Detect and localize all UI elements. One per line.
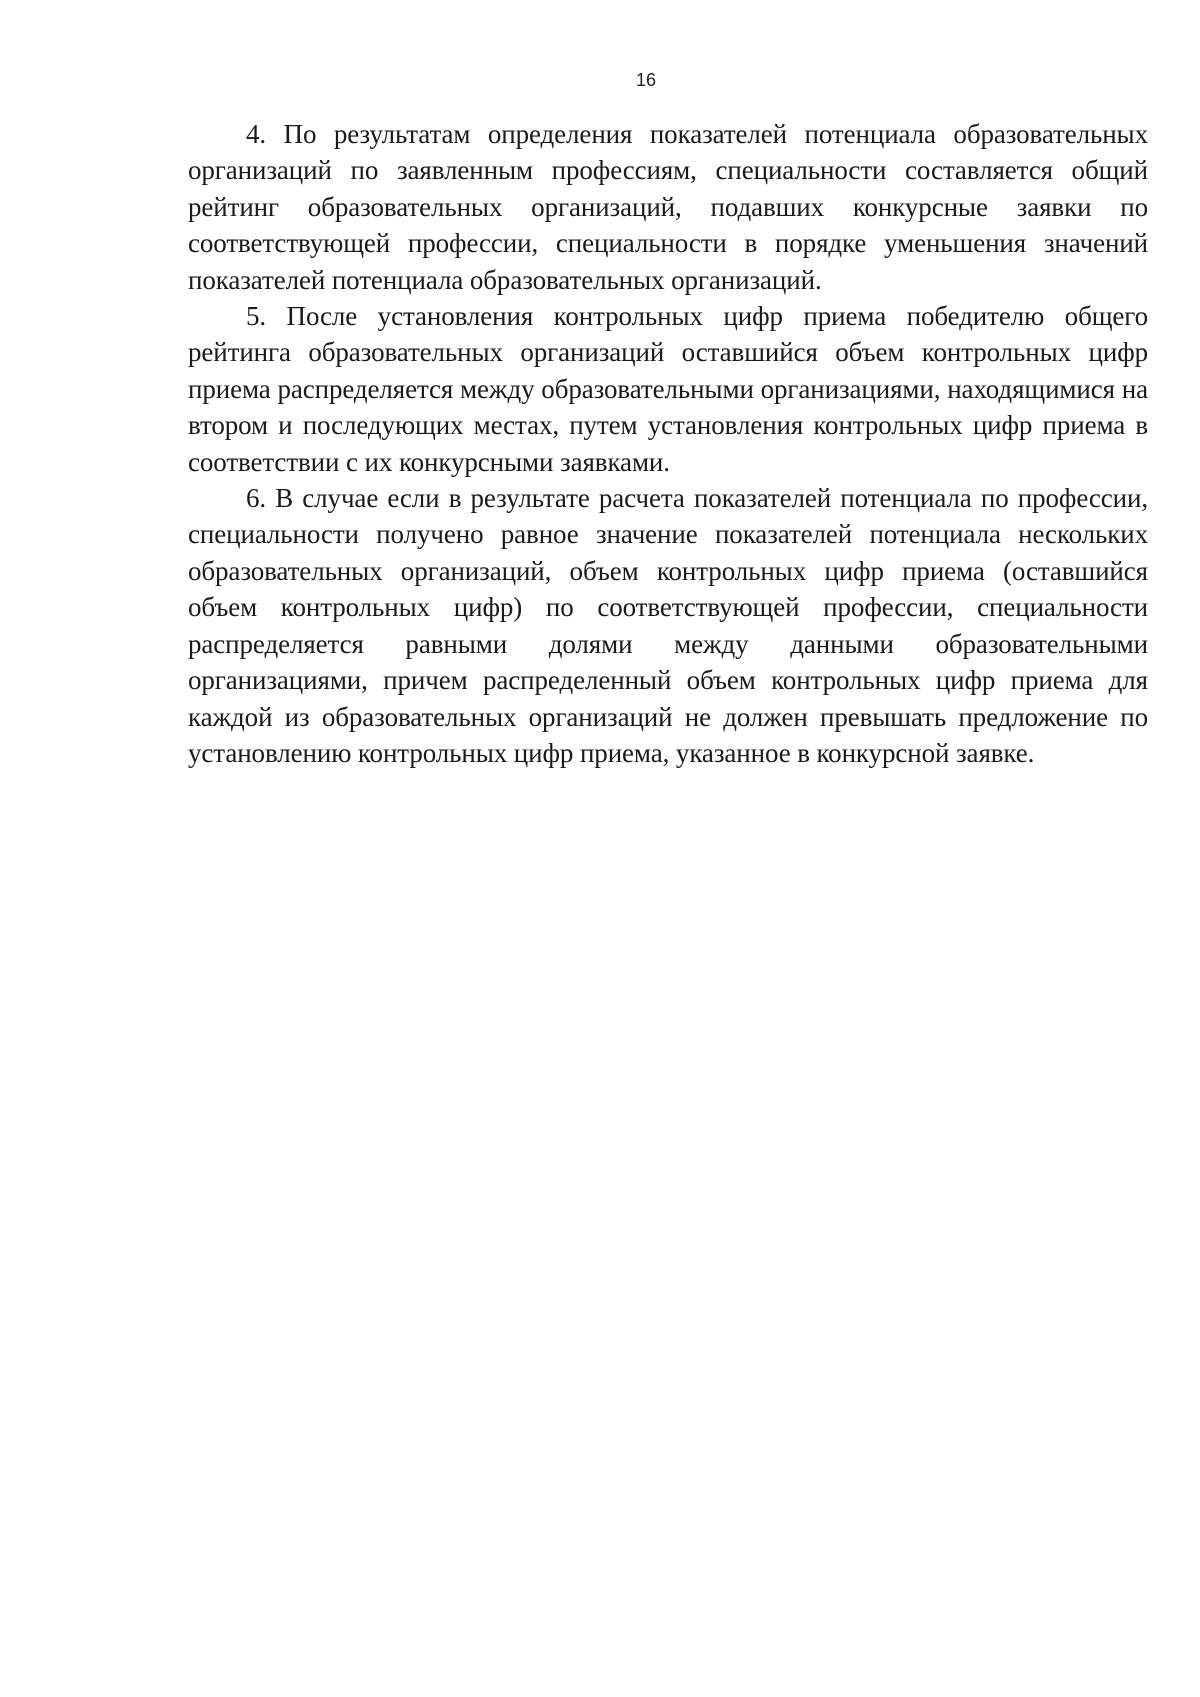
page-number: 16 — [635, 70, 657, 90]
paragraph-5: 5. После установления контрольных цифр приема победителю общего рейтинга образовательных организаций оставшийся объем контрольных цифр приема распределяется между образовательными организациями, находящимися на втором и последующих местах, путем установления контрольных цифр приема в соответствии с их конкурсными заявками. — [188, 301, 1148, 477]
paragraph-4: 4. По результатам определения показателей потенциала образовательных организаций по заявленным профессиям, специальности составляется общий рейтинг образовательных организаций, подавших конкурсные заявки по соответствующей профессии, специальности в порядке уменьшения значений показателей потенциала образовательных организаций. — [188, 119, 1148, 295]
paragraph-6: 6. В случае если в результате расчета показателей потенциала по профессии, специальности получено равное значение показателей потенциала нескольких образовательных организаций, объем контрольных цифр приема (оставшийся объем контрольных цифр) по соответствующей профессии, специальности распределяется равными долями между данными образовательными организациями, причем распределенный объем контрольных цифр приема для каждой из образовательных организаций не должен превышать предложение по установлению контрольных цифр приема, указанное в конкурсной заявке. — [188, 483, 1148, 768]
document-body — [188, 116, 1148, 771]
